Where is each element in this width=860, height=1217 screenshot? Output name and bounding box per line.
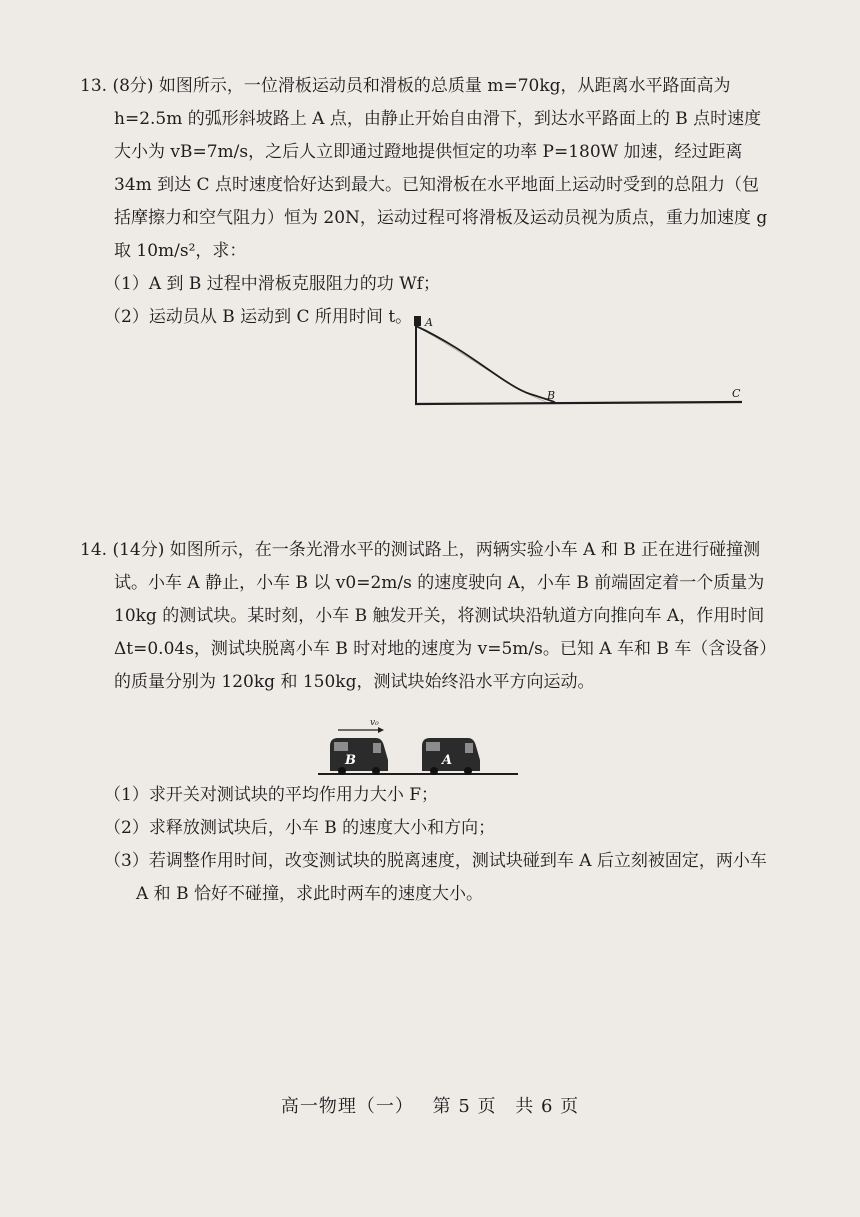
curved-slope	[416, 326, 555, 403]
cart-a-label: A	[442, 753, 453, 768]
velocity-label: v₀	[370, 718, 379, 728]
cart-b-label: B	[345, 753, 356, 768]
cart-a-icon	[422, 738, 480, 775]
point-c-label: C	[732, 387, 741, 400]
slope-diagram	[410, 306, 750, 412]
footer-subject: 高一物理（一）	[280, 1096, 414, 1117]
problem-14-question-1: （1）求开关对测试块的平均作用力大小 F；	[104, 785, 439, 805]
problem-13-question-1: （1）A 到 B 过程中滑板克服阻力的功 Wf；	[104, 274, 440, 294]
problem-13-stem: 13. (8分) 如图所示，一位滑板运动员和滑板的总质量 m=70kg，从距离水平路面高为 h=2.5m 的弧形斜坡路上 A 点，由静止开始自由滑下，到达水平路面上的 B 点时速度大小为 vB=7m/s，之后人立即通过蹬地提供恒定的功率 P=180W 加速，经过距离 34m 到达 C 点时速度恰好达到最大。已知滑板在水平地面上运动时受到的总阻力（包括摩擦力和空气阻力）恒为 20N，运动过程可将滑板及运动员视为质点，重力加速度 g 取 10m/s²，求：	[80, 76, 768, 261]
point-b-label: B	[547, 389, 556, 402]
page-footer	[0, 1092, 860, 1118]
cart-b-icon	[330, 738, 388, 775]
footer-page-number: 第 5 页	[432, 1096, 497, 1117]
point-a-label: A	[425, 316, 433, 329]
problem-13	[80, 70, 770, 334]
ground-line	[415, 402, 742, 404]
carts-diagram	[318, 716, 518, 782]
skater-icon	[414, 316, 421, 326]
problem-14-question-3: （3）若调整作用时间，改变测试块的脱离速度，测试块碰到车 A 后立刻被固定，两小车 A 和 B 恰好不碰撞，求此时两车的速度大小。	[104, 851, 767, 904]
footer-total-pages: 共 6 页	[515, 1096, 580, 1117]
problem-14-stem: 14. (14分) 如图所示，在一条光滑水平的测试路上，两辆实验小车 A 和 B 正在进行碰撞测试。小车 A 静止，小车 B 以 v0=2m/s 的速度驶向 A，小车 B 前端固定着一个质量为 10kg 的测试块。某时刻，小车 B 触发开关，将测试块沿轨道方向推向车 A，作用时间 Δt=0.04s，测试块脱离小车 B 时对地的速度为 v=5m/s。已知 A 车和 B 车（含设备）的质量分别为 120kg 和 150kg，测试块始终沿水平方向运动。	[80, 540, 768, 692]
problem-14-question-2: （2）求释放测试块后，小车 B 的速度大小和方向；	[104, 818, 496, 838]
problem-13-question-2: （2）运动员从 B 运动到 C 所用时间 t。	[104, 307, 413, 327]
velocity-arrowhead	[378, 727, 384, 733]
